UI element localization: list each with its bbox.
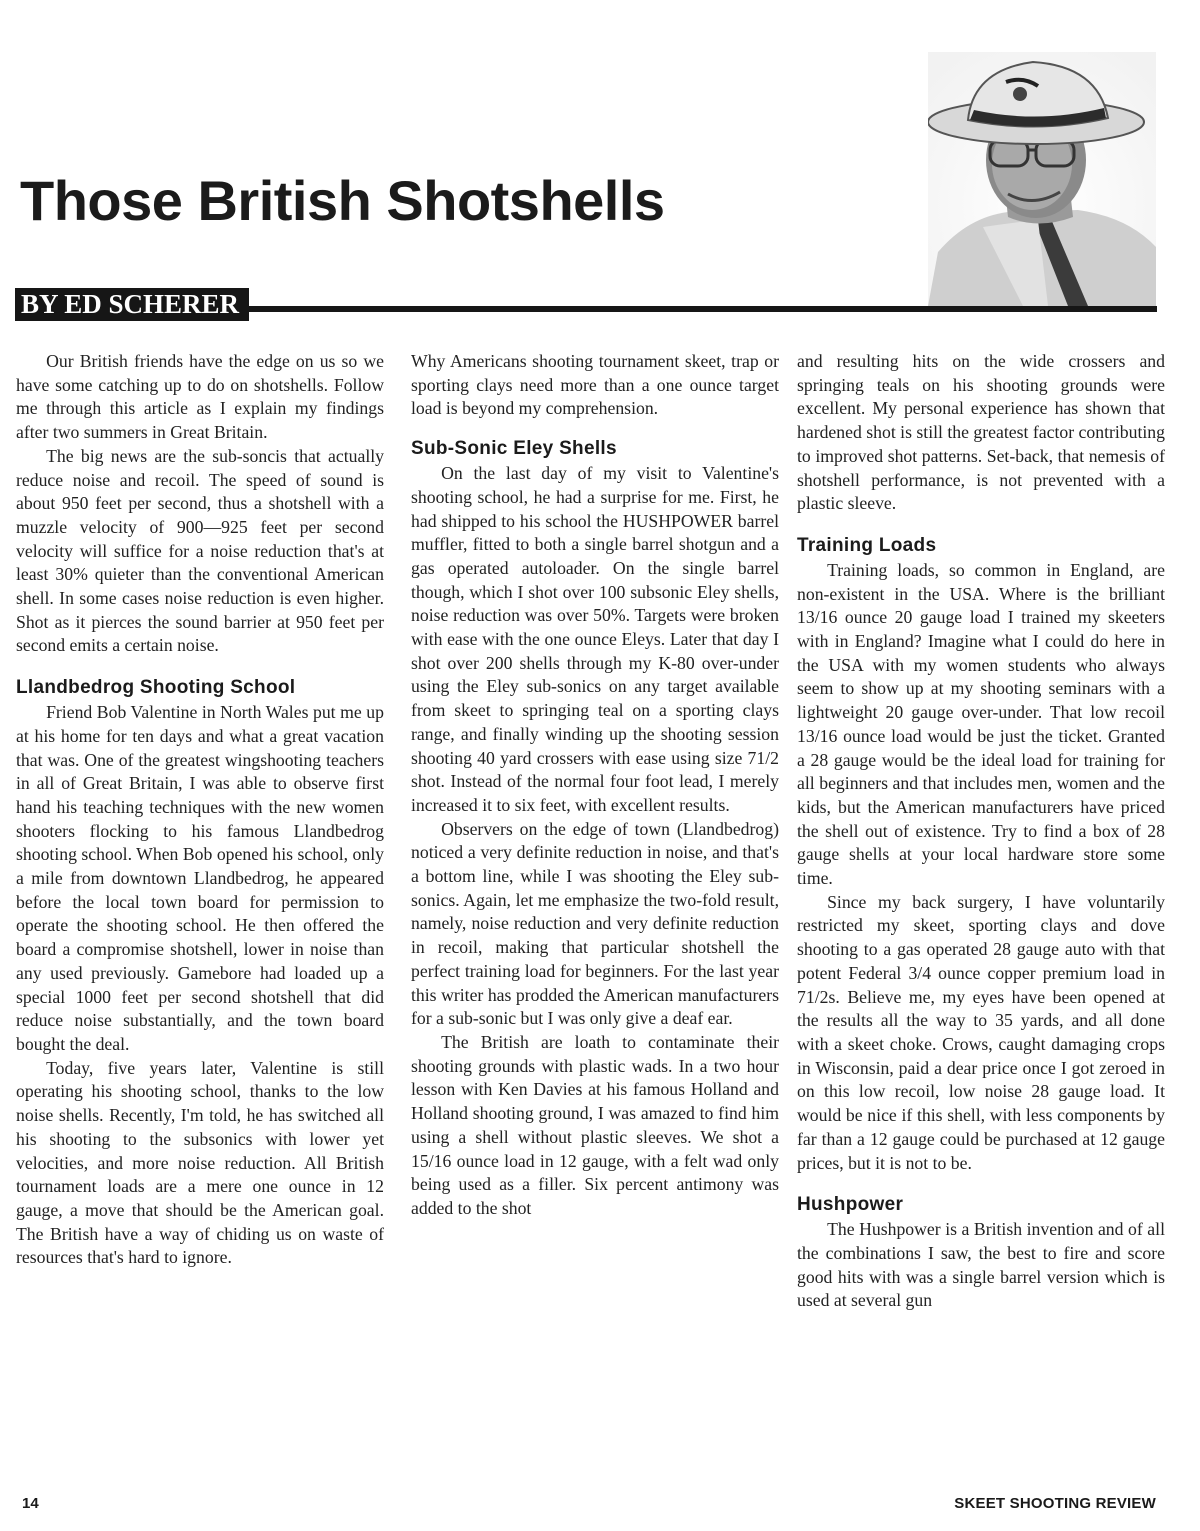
paragraph: Why Americans shooting tournament skeet, trap or sporting clays need more than a one ounce target load is beyond my comprehension. — [411, 351, 779, 419]
paragraph: Friend Bob Valentine in North Wales put me up at his home for ten days and what a great vacation that was. One of the greatest wingshooting teachers in all of Great Britain, I was able to observe first hand his teaching techniques with the new women shooters flocking to his famous Llandbedrog shooting school. When Bob opened his school, only a mile from downtown Llandbedrog, he appeared before the local town board for permission to operate the shooting school. He then offered the board a compromise shotshell, lower in noise than any used previously. Gamebore had loaded up a special 1000 feet per second shotshell that did reduce noise substantially, and the town board bought the deal. — [16, 702, 384, 1054]
paragraph: Our British friends have the edge on us so we have some catching up to do on shotshells. Follow me through this article as I explain my findings after two summers in Great Britain. — [16, 351, 384, 443]
paragraph: The British are loath to contaminate their shooting grounds with plastic wads. In a two hour lesson with Ken Davies at his famous Holland and Holland shooting ground, I was amazed to find him using a shell without plastic sleeves. We shot a 15/16 ounce load in 12 gauge, with a felt wad only being used as a filler. Six percent antimony was added to the shot — [411, 1031, 779, 1218]
paragraph: Training loads, so common in England, are non-existent in the USA. Where is the brilliant 13/16 ounce 20 gauge load I trained my skeeters with in England? Imagine what I could do here in the USA with my women students who always seem to show up at my shooting seminars with a lightweight 20 gauge over-under. That low recoil 13/16 ounce load would be just the ticket. Granted a 28 gauge would be the ideal load for training for all beginners and that includes men, women and the kids, but the American manufacturers have priced the shell out of existence. Try to find a box of 28 gauge shells at your local hardware store some time. — [797, 559, 1165, 889]
section-heading: Hushpower — [797, 1194, 904, 1216]
page-number: 14 — [22, 1495, 39, 1512]
byline: BY ED SCHERER — [15, 288, 249, 321]
paragraph: On the last day of my visit to Valentine's shooting school, he had a surprise for me. First, he had shipped to his school the HUSHPOWER barrel muffler, fitted to both a single barrel shotgun and a gas operated autoloader. On the single barrel though, which I shot over 100 subsonic Eley shells, noise reduction was over 50%. Targets were broken with ease with the one ounce Eleys. Later that day I shot over 200 shells through my K-80 over-under using the Eley sub-sonics on any target available from skeet to springing teal on a sporting clays range, and finally winding up the shooting session shooting 40 yard crossers with ease using size 71/2 shot. Instead of the normal four foot lead, I merely increased it to six feet, with excellent results. — [411, 463, 779, 815]
paragraph: The big news are the sub-soncis that actually reduce noise and recoil. The speed of sound is about 950 feet per second, thus a shotshell with a muzzle velocity of 900—925 feet per second velocity will suffice for a noise reduction that's at least 30% quieter than the conventional American shell. In some cases noise reduction is even higher. Shot as it pierces the sound barrier at 950 feet per second emits a certain noise. — [16, 445, 384, 656]
paragraph: Today, five years later, Valentine is still operating his shooting school, thanks to the low noise shells. Recently, I'm told, he has switched all his shooting to the subsonics with lower yet velocities, and more noise reduction. All British tournament loads are a mere one ounce in 12 gauge, a move that should be the American goal. The British have a way of chiding us on waste of resources that's hard to ignore. — [16, 1057, 384, 1268]
paragraph: The Hushpower is a British invention and of all the combinations I saw, the best to fire and score good hits with was a single barrel version which is used at several gun — [797, 1219, 1165, 1311]
section-heading: Sub-Sonic Eley Shells — [411, 438, 617, 460]
paragraph: and resulting hits on the wide crossers and springing teals on his shooting grounds were excellent. My personal experience has shown that hardened shot is still the greatest factor contributing to improved shot patterns. Set-back, that nemesis of shotshell performance, is not prevented with a plastic sleeve. — [797, 351, 1165, 514]
paragraph: Observers on the edge of town (Llandbedrog) noticed a very definite reduction in noise, and that's a bottom line, while I was shooting the Eley sub-sonics. Again, let me emphasize the two-fold result, namely, noise reduction and very definite reduction in recoil, making that particular shotshell the perfect training load for beginners. For the last year this writer has prodded the American manufacturers for a sub-sonic but I was only give a deaf ear. — [411, 818, 779, 1029]
article-column-3 — [797, 350, 1165, 1313]
article-column-1 — [16, 350, 384, 1270]
publication-name: SKEET SHOOTING REVIEW — [954, 1495, 1156, 1512]
article-title: Those British Shotshells — [20, 169, 665, 232]
author-portrait-icon — [928, 52, 1156, 306]
section-heading: Training Loads — [797, 534, 937, 556]
paragraph: Since my back surgery, I have voluntarily restricted my skeet, sporting clays and dove shooting to a gas operated 28 gauge auto with that potent Federal 3/4 ounce copper premium load in 71/2s. Believe me, my eyes have been opened at the results all the way to 35 yards, and all done with a skeet choke. Crows, caught damaging crops in Wisconsin, paid a dear price once I got zeroed in on this low recoil, low noise 28 gauge load. It would be nice if this shell, with less components by far than a 12 gauge could be purchased at 12 gauge prices, but it is not to be. — [797, 891, 1165, 1173]
article-column-2 — [411, 350, 779, 1221]
section-heading: Llandbedrog Shooting School — [16, 677, 296, 699]
